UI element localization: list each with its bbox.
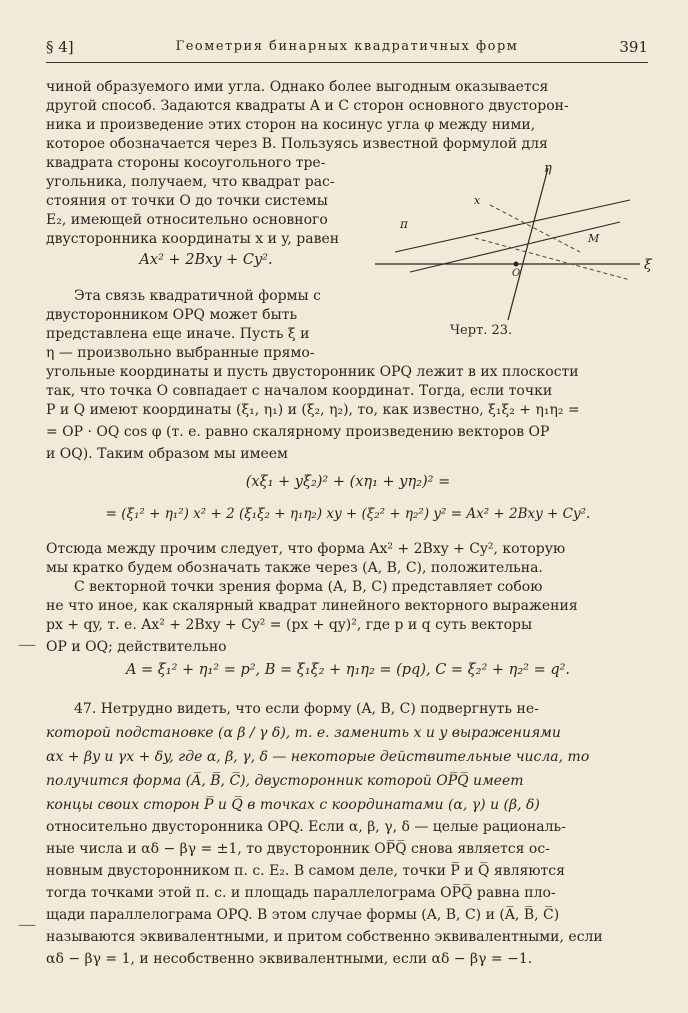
pi-label: π [400,217,408,231]
paragraph-line: αx + βy и γx + δy, где α, β, γ, δ — некоторые действительные числа, то [46,749,590,765]
paragraph-line: тогда точками этой п. с. и площадь параллелограма OP̅Q̅ равна пло- [46,885,556,901]
paragraph-line: относительно двусторонника OPQ. Если α, β, γ, δ — целые рациональ- [46,819,566,835]
paragraph-line: не что иное, как скалярный квадрат линейного векторного выражения [46,598,578,614]
paragraph-line: Эта связь квадратичной формы с [74,288,321,304]
paragraph-line: концы своих сторон P̅ и Q̅ в точках с координатами (α, γ) и (β, δ) [46,797,540,813]
section-number: § 4] [46,38,74,56]
paragraph-line: стояния от точки O до точки системы [46,193,328,209]
paragraph-line: η — произвольно выбранные прямо- [46,345,315,361]
paragraph-line: чиной образуемого ими угла. Однако более выгодным оказывается [46,79,549,95]
paragraph-line: которой подстановке (α β / γ δ), т. е. заменить x и y выражениями [46,725,561,741]
paragraph-line: px + qy, т. е. Ax² + 2Bxy + Cy² = (px + qy)², где p и q суть векторы [46,617,533,633]
formula-abc-definitions: A = ξ₁² + η₁² = p², B = ξ₁ξ₂ + η₁η₂ = (pq), C = ξ₂² + η₂² = q². [125,662,571,678]
figure-caption: Черт. 23. [450,323,513,338]
paragraph-line: 47. Нетрудно видеть, что если форму (A, B, C) подвергнуть не- [74,701,539,717]
dashed-line-2 [475,238,630,280]
running-header [46,38,648,63]
paragraph-line: и OQ). Таким образом мы имеем [46,446,288,462]
eta-label: η [544,161,552,176]
paragraph-line: угольника, получаем, что квадрат рас- [46,174,335,190]
xi-label: ξ [644,257,652,273]
paragraph-line: квадрата стороны косоугольного тре- [46,155,326,171]
paragraph-line: которое обозначается через B. Пользуясь известной формулой для [46,136,548,152]
formula-quadratic-form: Ax² + 2Bxy + Cy². [139,252,273,268]
paragraph-line: щади параллелограма OPQ. В этом случае формы (A, B, C) и (A̅, B̅, C̅) [46,907,560,923]
m-label: M [588,232,600,245]
paragraph-line: называются эквивалентными, и притом собственно эквивалентными, если [46,929,603,945]
paragraph-line: двусторонником OPQ может быть [46,307,298,323]
page-number: 391 [619,38,648,56]
paragraph-line: ника и произведение этих сторон на косинус угла φ между ними, [46,117,536,133]
paragraph-line: новным двусторонником п. с. E₂. В самом деле, точки P̅ и Q̅ являются [46,863,565,879]
paragraph-line: представлена еще иначе. Пусть ξ и [46,326,310,342]
paragraph-line: угольные координаты и пусть двусторонник OPQ лежит в их плоскости [46,364,579,380]
x-label: x [474,194,481,207]
paragraph-line: получится форма (A̅, B̅, C̅), двусторонник которой OP̅Q̅ имеет [46,773,524,789]
chapter-title: Геометрия бинарных квадратичных форм [175,39,519,54]
paragraph-line: ные числа и αδ − βγ = ±1, то двусторонник OP̅Q̅ снова является ос- [46,841,550,857]
paragraph-line: P и Q имеют координаты (ξ₁, η₁) и (ξ₂, η₂), то, как известно, ξ₁ξ₂ + η₁η₂ = [46,402,580,418]
paragraph-line: другой способ. Задаются квадраты A и C сторон основного двусторон- [46,98,569,114]
o-label: O [512,268,521,279]
origin-point [514,262,519,267]
margin-pencil-mark: — [18,634,36,655]
paragraph-line: так, что точка O совпадает с началом координат. Тогда, если точки [46,383,553,399]
paragraph-line: С векторной точки зрения форма (A, B, C) представляет собою [74,579,543,595]
paragraph-line: двусторонника координаты x и y, равен [46,231,340,247]
formula-expansion-bottom: = (ξ₁² + η₁²) x² + 2 (ξ₁ξ₂ + η₁η₂) xy + (ξ₂² + η₂²) y² = Ax² + 2Bxy + Cy². [105,506,591,522]
paragraph-line: E₂, имеющей относительно основного [46,212,328,228]
formula-expansion-top: (xξ₁ + yξ₂)² + (xη₁ + yη₂)² = [245,474,451,490]
paragraph-line: = OP · OQ cos φ (т. е. равно скалярному произведению векторов OP [46,424,550,440]
paragraph-line: Отсюда между прочим следует, что форма Ax² + 2Bxy + Cy², которую [46,541,566,557]
figure-23-diagram [370,160,660,320]
paragraph-line: OP и OQ; действительно [46,639,227,655]
margin-pencil-mark: — [18,914,36,935]
paragraph-line: αδ − βγ = 1, и несобственно эквивалентными, если αδ − βγ = −1. [46,951,533,967]
paragraph-line: мы кратко будем обозначать также через (A, B, C), положительна. [46,560,543,576]
